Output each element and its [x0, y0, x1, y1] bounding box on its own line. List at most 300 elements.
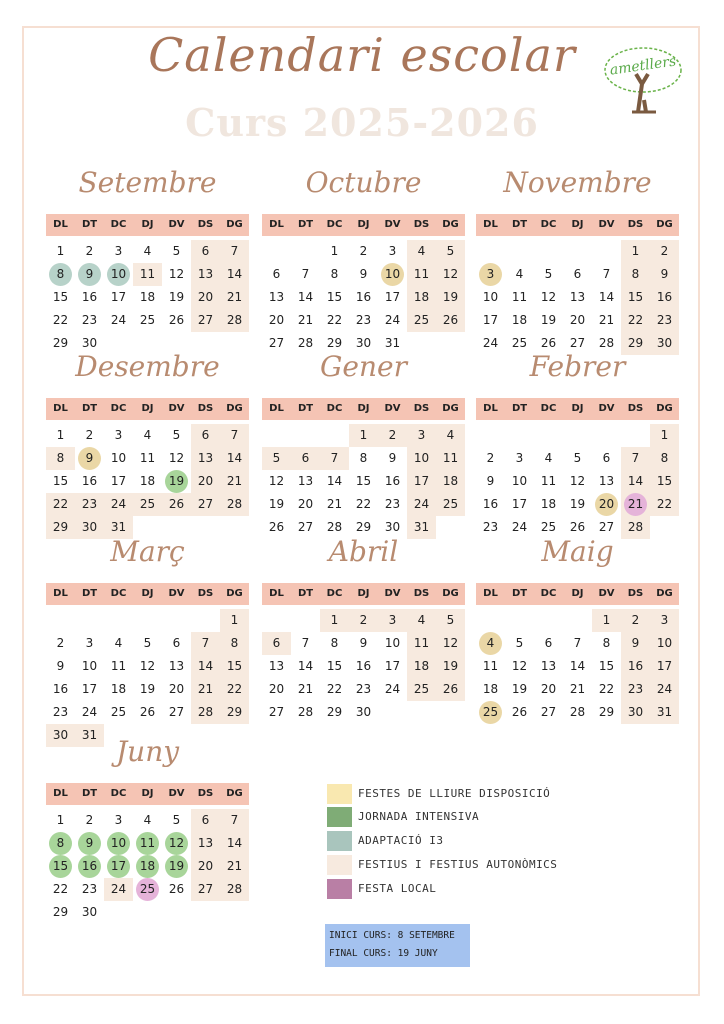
day-number: 15 [627, 290, 644, 304]
day-number: 1 [660, 428, 669, 442]
day-cell [436, 470, 465, 493]
day-number: 14 [197, 659, 214, 673]
day-number: 29 [627, 336, 644, 350]
day-cell [46, 809, 75, 832]
day-number: 4 [143, 428, 152, 442]
weekday-label: DC [110, 788, 127, 799]
day-number: 22 [52, 882, 69, 896]
day-number: 22 [598, 682, 615, 696]
day-cell [291, 493, 320, 516]
day-cell [191, 832, 220, 855]
day-cell [46, 632, 75, 655]
day-number: 14 [226, 267, 243, 281]
day-number: 25 [110, 705, 127, 719]
day-number: 4 [417, 244, 426, 258]
day-cell [46, 678, 75, 701]
weekday-label: DG [226, 788, 243, 799]
day-cell [191, 447, 220, 470]
day-cell [133, 878, 162, 901]
day-cell [621, 263, 650, 286]
day-number: 13 [268, 659, 285, 673]
day-number: 15 [226, 659, 243, 673]
day-number: 26 [511, 705, 528, 719]
weekday-label: DG [442, 588, 459, 599]
day-number: 9 [486, 474, 495, 488]
weekday-label: DG [656, 403, 673, 414]
day-number: 11 [139, 267, 156, 281]
day-number: 7 [230, 428, 239, 442]
day-number: 6 [301, 451, 310, 465]
day-number: 8 [359, 451, 368, 465]
day-number: 25 [442, 497, 459, 511]
day-number: 24 [482, 336, 499, 350]
day-cell [75, 309, 104, 332]
day-cell [162, 832, 191, 855]
tree-icon [598, 40, 688, 118]
day-number: 12 [569, 474, 586, 488]
day-number: 10 [511, 474, 528, 488]
day-cell [476, 309, 505, 332]
day-number: 8 [660, 451, 669, 465]
day-number: 18 [511, 313, 528, 327]
day-number: 10 [107, 263, 130, 286]
day-cell [349, 263, 378, 286]
day-number: 28 [326, 520, 343, 534]
day-cell [505, 701, 534, 724]
day-number: 20 [197, 290, 214, 304]
day-cell [650, 470, 679, 493]
day-number: 14 [297, 659, 314, 673]
day-number: 16 [81, 474, 98, 488]
day-cell [191, 470, 220, 493]
day-cell [104, 470, 133, 493]
day-number: 30 [627, 705, 644, 719]
day-number: 3 [479, 263, 502, 286]
day-number: 13 [598, 474, 615, 488]
legend-swatch [327, 784, 352, 804]
day-number: 5 [544, 267, 553, 281]
weekday-label: DL [53, 588, 68, 599]
day-cell [262, 470, 291, 493]
day-cell [220, 855, 249, 878]
day-cell [75, 424, 104, 447]
day-number: 23 [52, 705, 69, 719]
day-cell [220, 832, 249, 855]
day-number: 28 [598, 336, 615, 350]
day-number: 20 [595, 493, 618, 516]
day-number: 23 [81, 313, 98, 327]
day-cell [534, 447, 563, 470]
day-number: 1 [56, 813, 65, 827]
day-number: 19 [139, 682, 156, 696]
day-number: 16 [656, 290, 673, 304]
day-number: 16 [384, 474, 401, 488]
day-cell [436, 240, 465, 263]
day-number: 4 [417, 613, 426, 627]
day-cell [220, 240, 249, 263]
day-cell [104, 493, 133, 516]
day-cell [291, 701, 320, 724]
day-cell [621, 678, 650, 701]
day-cell [621, 493, 650, 516]
day-number: 30 [81, 905, 98, 919]
day-number: 20 [197, 474, 214, 488]
day-cell [46, 424, 75, 447]
day-cell [476, 447, 505, 470]
day-number: 19 [511, 682, 528, 696]
weekday-label: DS [627, 403, 644, 414]
weekday-header [476, 398, 679, 420]
day-cell [162, 447, 191, 470]
weekday-label: DT [511, 403, 528, 414]
day-number: 30 [355, 336, 372, 350]
legend-item [327, 879, 587, 901]
day-number: 19 [442, 290, 459, 304]
day-number: 11 [413, 267, 430, 281]
weekday-label: DG [226, 403, 243, 414]
day-number: 14 [326, 474, 343, 488]
day-cell [592, 655, 621, 678]
day-number: 21 [569, 682, 586, 696]
weekday-header [46, 398, 249, 420]
day-number: 12 [442, 267, 459, 281]
day-number: 2 [85, 244, 94, 258]
day-number: 6 [544, 636, 553, 650]
day-cell [104, 809, 133, 832]
day-number: 29 [598, 705, 615, 719]
day-cell [650, 447, 679, 470]
day-number: 1 [56, 428, 65, 442]
day-number: 30 [355, 705, 372, 719]
day-cell [191, 493, 220, 516]
day-number: 30 [81, 520, 98, 534]
day-cell [563, 493, 592, 516]
weekday-header [262, 214, 465, 236]
school-logo [598, 40, 688, 118]
day-number: 10 [656, 636, 673, 650]
day-number: 16 [627, 659, 644, 673]
day-number: 14 [569, 659, 586, 673]
day-number: 12 [165, 832, 188, 855]
weekday-header [476, 214, 679, 236]
day-cell [407, 632, 436, 655]
day-cell [133, 309, 162, 332]
day-cell [476, 655, 505, 678]
day-number: 6 [201, 428, 210, 442]
day-cell [407, 678, 436, 701]
day-cell [191, 632, 220, 655]
day-cell [563, 632, 592, 655]
weekday-label: DV [168, 219, 185, 230]
day-number: 14 [598, 290, 615, 304]
day-number: 9 [388, 451, 397, 465]
day-number: 8 [631, 267, 640, 281]
day-cell [378, 447, 407, 470]
day-number: 27 [569, 336, 586, 350]
day-number: 11 [110, 659, 127, 673]
day-number: 24 [511, 520, 528, 534]
day-cell [621, 632, 650, 655]
day-number: 4 [479, 632, 502, 655]
month-name: Març [110, 535, 185, 568]
weekday-label: DS [627, 588, 644, 599]
day-cell [320, 309, 349, 332]
legend-label: FESTES DE LLIURE DISPOSICIÓ [358, 787, 551, 800]
day-number: 16 [355, 290, 372, 304]
day-number: 30 [656, 336, 673, 350]
day-cell [349, 632, 378, 655]
day-number: 23 [627, 682, 644, 696]
day-cell [46, 655, 75, 678]
day-cell [320, 263, 349, 286]
course-dates-box [325, 924, 470, 967]
day-cell [133, 678, 162, 701]
weekday-label: DL [53, 403, 68, 414]
legend-label: ADAPTACIÓ I3 [358, 834, 444, 847]
day-number: 28 [226, 882, 243, 896]
day-number: 2 [56, 636, 65, 650]
day-cell [563, 470, 592, 493]
day-cell [191, 678, 220, 701]
day-cell [436, 493, 465, 516]
day-number: 25 [413, 313, 430, 327]
day-number: 10 [413, 451, 430, 465]
day-cell [262, 309, 291, 332]
day-number: 17 [384, 659, 401, 673]
day-cell [476, 678, 505, 701]
day-number: 9 [78, 263, 101, 286]
day-cell [162, 855, 191, 878]
weekday-header [262, 583, 465, 605]
day-cell [320, 240, 349, 263]
day-number: 29 [52, 905, 69, 919]
day-number: 22 [52, 313, 69, 327]
weekday-label: DS [197, 788, 214, 799]
day-cell [220, 424, 249, 447]
day-number: 19 [268, 497, 285, 511]
day-number: 25 [139, 497, 156, 511]
day-number: 12 [168, 267, 185, 281]
day-cell [436, 424, 465, 447]
weekday-label: DT [297, 403, 314, 414]
day-number: 6 [573, 267, 582, 281]
day-number: 6 [272, 267, 281, 281]
day-cell [650, 493, 679, 516]
day-cell [104, 832, 133, 855]
day-number: 26 [569, 520, 586, 534]
day-number: 5 [172, 813, 181, 827]
day-number: 20 [569, 313, 586, 327]
day-number: 6 [272, 636, 281, 650]
day-cell [46, 901, 75, 924]
weekday-label: DL [53, 788, 68, 799]
weekday-label: DS [413, 219, 430, 230]
day-number: 13 [540, 659, 557, 673]
day-cell [75, 878, 104, 901]
day-number: 13 [168, 659, 185, 673]
month-name: Maig [541, 535, 614, 568]
day-number: 20 [268, 313, 285, 327]
day-number: 17 [110, 474, 127, 488]
day-number: 20 [197, 859, 214, 873]
month-name: Juny [115, 735, 180, 768]
day-number: 16 [78, 855, 101, 878]
month-name: Desembre [75, 350, 220, 383]
day-number: 13 [569, 290, 586, 304]
day-number: 18 [139, 290, 156, 304]
month-name: Setembre [78, 166, 217, 199]
day-cell [320, 678, 349, 701]
day-number: 3 [114, 244, 123, 258]
day-cell [650, 424, 679, 447]
day-cell [349, 701, 378, 724]
day-number: 2 [359, 613, 368, 627]
day-number: 30 [81, 336, 98, 350]
day-number: 25 [136, 878, 159, 901]
day-number: 23 [384, 497, 401, 511]
day-cell [75, 855, 104, 878]
day-number: 21 [326, 497, 343, 511]
day-number: 24 [413, 497, 430, 511]
month-name: Gener [320, 350, 407, 383]
weekday-header [262, 398, 465, 420]
day-cell [75, 678, 104, 701]
weekday-label: DV [598, 219, 615, 230]
day-number: 7 [201, 636, 210, 650]
weekday-label: DG [226, 219, 243, 230]
day-number: 29 [52, 520, 69, 534]
day-cell [476, 493, 505, 516]
day-number: 27 [297, 520, 314, 534]
day-cell [436, 286, 465, 309]
day-cell [349, 493, 378, 516]
day-number: 26 [540, 336, 557, 350]
weekday-label: DT [81, 219, 98, 230]
day-cell [104, 309, 133, 332]
day-number: 31 [656, 705, 673, 719]
day-cell [262, 701, 291, 724]
day-cell [320, 447, 349, 470]
day-cell [592, 678, 621, 701]
legend-item [327, 784, 587, 806]
day-number: 25 [479, 701, 502, 724]
day-number: 9 [631, 636, 640, 650]
day-number: 9 [56, 659, 65, 673]
day-cell [621, 701, 650, 724]
day-number: 28 [569, 705, 586, 719]
weekday-label: DL [269, 588, 284, 599]
logo-text: ametllers [608, 53, 678, 79]
weekday-label: DJ [141, 788, 154, 799]
day-cell [534, 493, 563, 516]
day-cell [75, 901, 104, 924]
day-number: 29 [355, 520, 372, 534]
day-number: 4 [544, 451, 553, 465]
weekday-label: DC [110, 588, 127, 599]
day-cell [162, 263, 191, 286]
weekday-label: DV [384, 403, 401, 414]
day-cell [320, 655, 349, 678]
day-number: 1 [330, 244, 339, 258]
day-number: 27 [197, 313, 214, 327]
course-end: FINAL CURS: 19 JUNY [329, 948, 438, 959]
day-cell [349, 240, 378, 263]
day-cell [534, 655, 563, 678]
day-number: 3 [388, 244, 397, 258]
day-cell [621, 447, 650, 470]
day-number: 16 [81, 290, 98, 304]
day-number: 31 [110, 520, 127, 534]
day-cell [133, 447, 162, 470]
weekday-label: DC [540, 403, 557, 414]
day-cell [162, 809, 191, 832]
month-name: Abril [328, 535, 399, 568]
day-cell [191, 701, 220, 724]
day-cell [650, 678, 679, 701]
day-cell [650, 263, 679, 286]
weekday-label: DS [197, 219, 214, 230]
day-cell [592, 701, 621, 724]
day-cell [476, 470, 505, 493]
day-number: 19 [569, 497, 586, 511]
day-number: 18 [139, 474, 156, 488]
day-cell [220, 286, 249, 309]
day-number: 17 [107, 855, 130, 878]
day-number: 1 [631, 244, 640, 258]
day-number: 3 [85, 636, 94, 650]
day-number: 15 [52, 290, 69, 304]
day-cell [162, 309, 191, 332]
weekday-label: DC [326, 219, 343, 230]
day-number: 18 [413, 290, 430, 304]
day-number: 28 [627, 520, 644, 534]
day-number: 27 [197, 497, 214, 511]
day-number: 18 [413, 659, 430, 673]
day-cell [407, 655, 436, 678]
day-number: 6 [602, 451, 611, 465]
day-number: 8 [330, 267, 339, 281]
day-cell [320, 701, 349, 724]
weekday-label: DT [511, 588, 528, 599]
day-number: 23 [81, 497, 98, 511]
day-cell [407, 609, 436, 632]
day-cell [133, 470, 162, 493]
day-cell [534, 470, 563, 493]
day-number: 29 [226, 705, 243, 719]
day-cell [162, 286, 191, 309]
day-cell [46, 309, 75, 332]
day-number: 5 [172, 428, 181, 442]
day-number: 11 [139, 451, 156, 465]
day-number: 24 [81, 705, 98, 719]
day-cell [104, 447, 133, 470]
day-number: 26 [168, 497, 185, 511]
weekday-label: DG [226, 588, 243, 599]
day-number: 9 [660, 267, 669, 281]
day-number: 10 [107, 832, 130, 855]
day-number: 16 [482, 497, 499, 511]
legend-swatch [327, 879, 352, 899]
day-number: 30 [52, 728, 69, 742]
weekday-label: DJ [571, 403, 584, 414]
weekday-label: DS [197, 403, 214, 414]
day-number: 24 [110, 313, 127, 327]
day-number: 12 [442, 636, 459, 650]
day-cell [220, 609, 249, 632]
day-number: 22 [627, 313, 644, 327]
day-cell [191, 878, 220, 901]
month-name: Octubre [305, 166, 422, 199]
